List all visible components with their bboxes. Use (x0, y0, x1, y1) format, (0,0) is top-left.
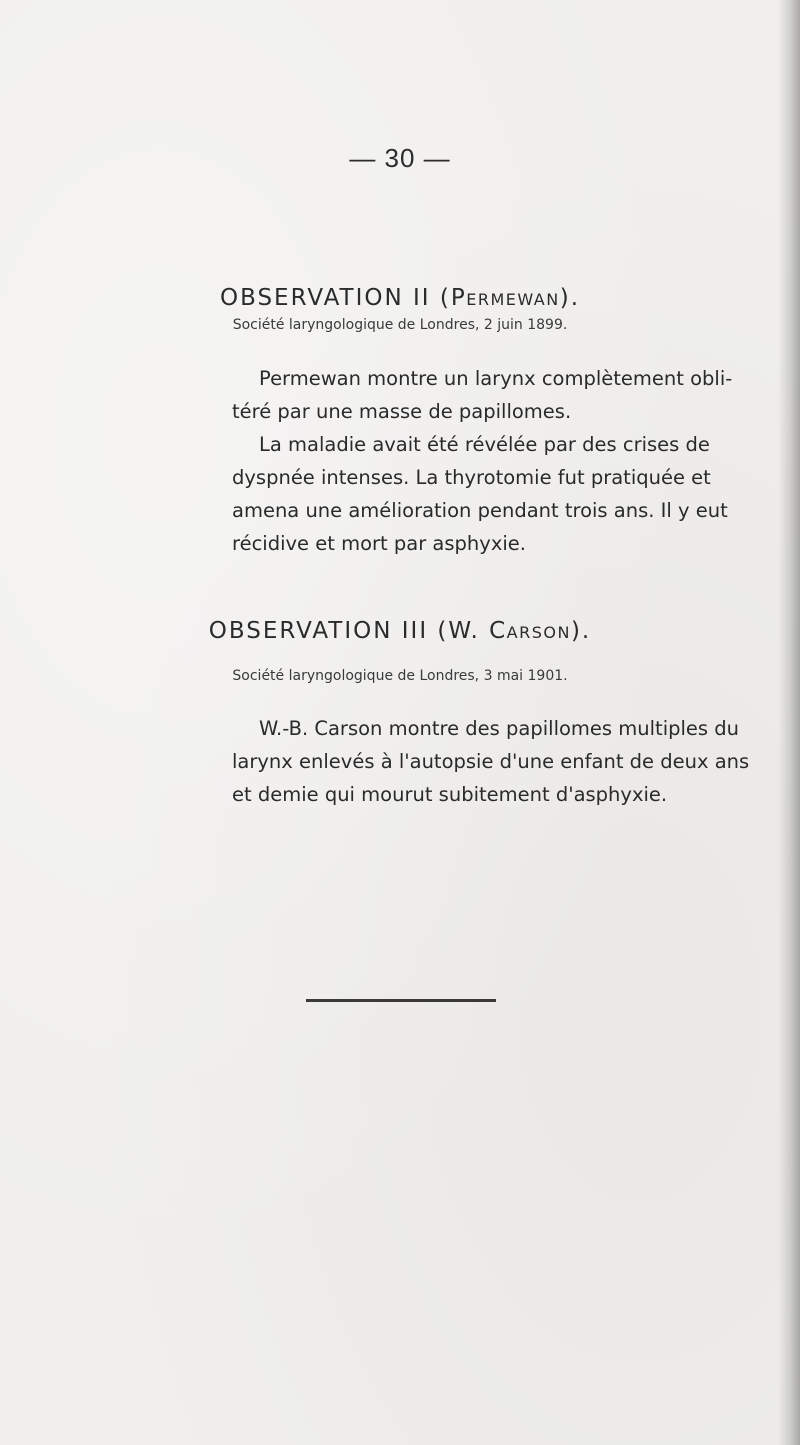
observation-2-line-4: dyspnée intenses. La thyrotomie fut pratiquée et (232, 466, 711, 489)
observation-3-heading-close: ). (570, 618, 592, 644)
observation-2-line-2: téré par une masse de papillomes. (232, 400, 572, 423)
observation-2-source: Société laryngologique de Londres, 2 juin 1899. (232, 317, 568, 333)
observation-2-heading-main: OBSERVATION II ( (219, 285, 451, 311)
observation-2-line-1: Permewan montre un larynx complètement obli- (259, 367, 733, 390)
section-divider-rule (306, 999, 496, 1002)
observation-2-heading-author: Permewan (450, 285, 560, 311)
observation-2-line-3: La maladie avait été révélée par des crises de (259, 433, 710, 456)
observation-2-line-6: récidive et mort par asphyxie. (232, 532, 526, 555)
observation-3-heading (0, 618, 800, 644)
page-number: — 30 — (349, 143, 451, 173)
observation-2-heading (0, 285, 800, 311)
observation-2-heading-close: ). (559, 285, 581, 311)
observation-3-heading-author: Carson (489, 618, 571, 644)
observation-3-heading-main: OBSERVATION III (W. (208, 618, 490, 644)
observation-3-line-3: et demie qui mourut subitement d'asphyxie. (232, 783, 668, 806)
observation-3-line-2: larynx enlevés à l'autopsie d'une enfant de deux ans (232, 750, 750, 773)
page-edge-shadow (778, 0, 800, 1445)
observation-3-line-1: W.-B. Carson montre des papillomes multiples du (259, 717, 739, 740)
observation-3-source: Société laryngologique de Londres, 3 mai 1901. (232, 668, 568, 684)
observation-2-line-5: amena une amélioration pendant trois ans. Il y eut (232, 499, 728, 522)
